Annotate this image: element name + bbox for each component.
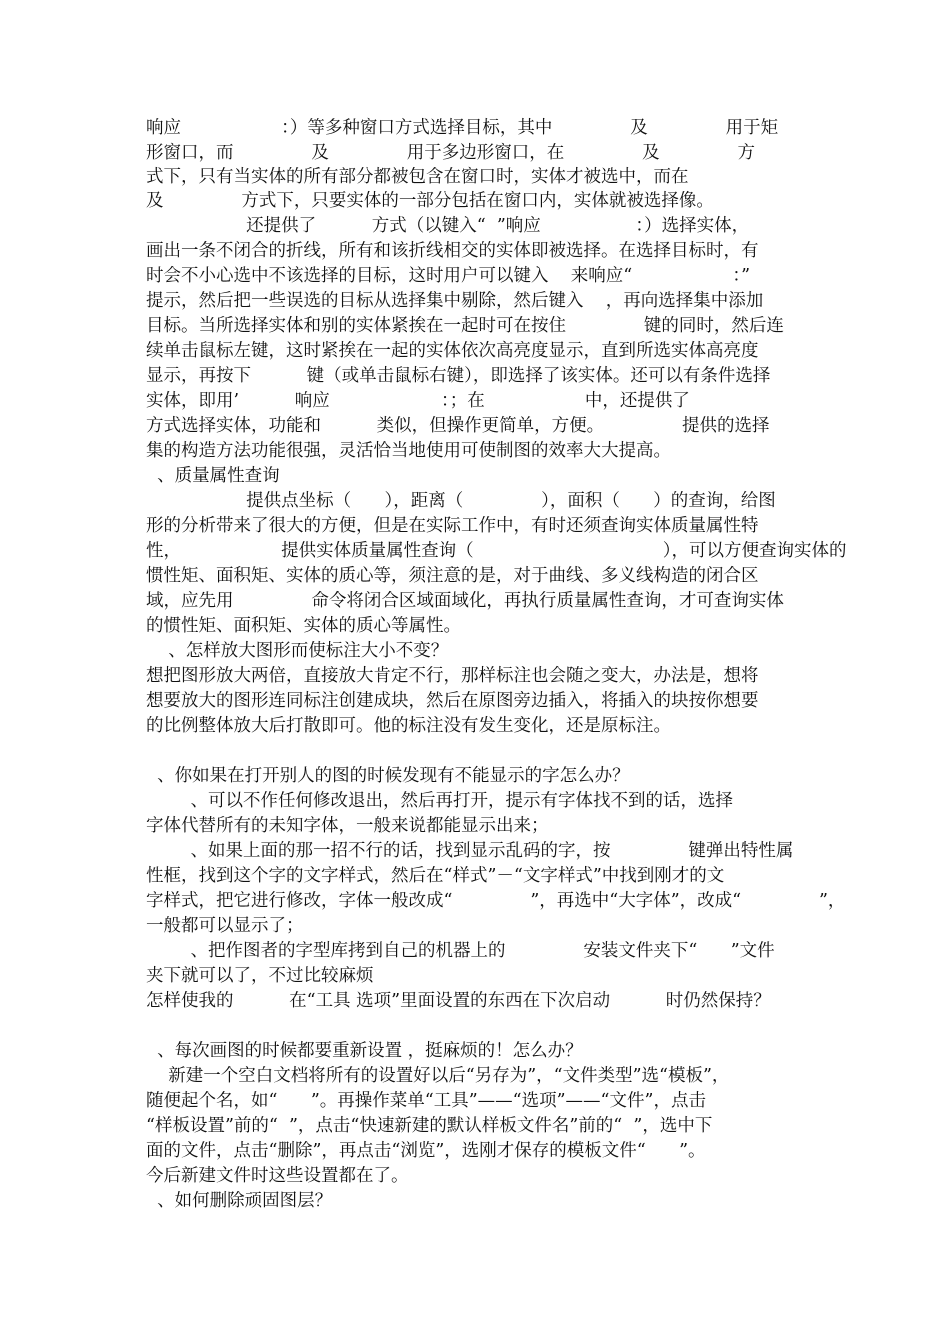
text-line: 方式选择实体，功能和 类似，但操作更简单，方便。 提供的选择 [146,416,770,436]
text-line: 新建一个空白文档将所有的设置好以后“另存为”，“文件类型”选“模板”， [146,1066,730,1086]
text-line: 、如果上面的那一招不行的话，找到显示乱码的字，按 键弹出特性属 [146,841,794,861]
section-heading: 、每次画图的时候都要重新设置 ，挺麻烦的！怎么办？ [146,1041,583,1061]
text-line: 性， 提供实体质量属性查询（ ），可以方便查询实体的 [146,541,847,561]
text-line: 性框，找到这个字的文字样式，然后在“样式”－“文字样式”中找到刚才的文 [146,866,725,886]
text-line: 提示，然后把一些误选的目标从选择集中剔除，然后键入 ，再向选择集中添加 [146,291,764,311]
text-line: 实体，即用’ 响应 ：；在 中，还提供了 [146,391,690,411]
text-line: 续单击鼠标左键，这时紧挨在一起的实体依次高亮度显示，直到所选实体高亮度 [146,341,759,361]
text-line: 还提供了 方式（以键入“ ”响应 ：）选择实体， [146,216,750,236]
text-line: 目标。当所选择实体和别的实体紧挨在一起时可在按住 键的同时，然后连 [146,316,784,336]
text-line: 随便起个名，如“ ”。再操作菜单“工具”——“选项”——“文件”，点击 [146,1091,706,1111]
text-line: 提供点坐标（ ），距离（ ），面积（ ）的查询，给图 [146,491,776,511]
text-line: 面的文件，点击“删除”，再点击“浏览”，选刚才保存的模板文件“ ”。 [146,1141,706,1161]
text-line: 域，应先用 命令将闭合区域面域化，再执行质量属性查询，才可查询实体 [146,591,784,611]
text-line: 集的构造方法功能很强，灵活恰当地使用可使制图的效率大大提高。 [146,441,671,461]
section-heading: 、如何删除顽固图层？ [146,1191,333,1211]
text-line: 字样式，把它进行修改，字体一般改成“ ”，再选中“大字体”，改成“ ”， [146,891,846,911]
text-line: 怎样使我的 在“工具 选项”里面设置的东西在下次启动 时仍然保持？ [146,991,771,1011]
text-line: 想把图形放大两倍，直接放大肯定不行，那样标注也会随之变大，办法是，想将 [146,666,759,686]
text-line: 式下，只有当实体的所有部分都被包含在窗口时，实体才被选中，而在 [146,167,689,187]
text-line: 、把作图者的字型库拷到自己的机器上的 安装文件夹下“ ”文件 [146,941,775,961]
text-line: 惯性矩、面积矩、实体的质心等，须注意的是，对于曲线、多义线构造的闭合区 [146,566,759,586]
text-line: 显示，再按下 键（或单击鼠标右键），即选择了该实体。还可以有条件选择 [146,366,771,386]
text-line: 响应 ：）等多种窗口方式选择目标，其中 及 用于矩 [146,118,779,138]
text-line: 形的分析带来了很大的方便，但是在实际工作中，有时还须查询实体质量属性特 [146,516,759,536]
text-line: 想要放大的图形连同标注创建成块，然后在原图旁边插入，将插入的块按你想要 [146,691,759,711]
text-line: 及 方式下，只要实体的一部分包括在窗口内，实体就被选择像。 [146,191,714,211]
text-line: 的比例整体放大后打散即可。他的标注没有发生变化，还是原标注。 [146,716,671,736]
text-line: “样板设置”前的“ ”，点击“快速新建的默认样板文件名”前的“ ”，选中下 [146,1116,713,1136]
text-line: 夹下就可以了，不过比较麻烦 [146,966,374,986]
text-line: 、可以不作任何修改退出，然后再打开，提示有字体找不到的话，选择 [146,791,733,811]
section-heading: 、你如果在打开别人的图的时候发现有不能显示的字怎么办？ [146,766,630,786]
text-line: 一般都可以显示了； [146,916,304,936]
text-line: 今后新建文件时这些设置都在了。 [146,1166,409,1186]
text-line: 的惯性矩、面积矩、实体的质心等属性。 [146,616,461,636]
section-heading: 、怎样放大图形而使标注大小不变？ [146,641,449,661]
text-line: 时会不小心选中不该选择的目标，这时用户可以键入 来响应“ ：” [146,266,751,286]
text-line: 形窗口，而 及 用于多边形窗口，在 及 方 [146,143,756,163]
text-line: 画出一条不闭合的折线，所有和该折线相交的实体即被选择。在选择目标时，有 [146,241,759,261]
text-line: 字体代替所有的未知字体，一般来说都能显示出来； [146,816,549,836]
section-heading: 、质量属性查询 [146,466,280,486]
